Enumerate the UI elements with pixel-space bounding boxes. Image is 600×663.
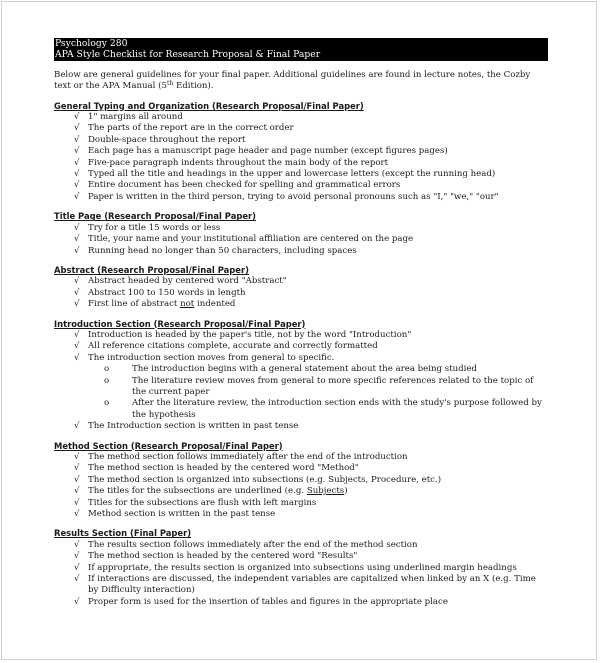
bullet-icon: o [104, 398, 110, 409]
checklist-item: √ The introduction section moves from general to specific. [74, 352, 335, 363]
check-icon: √ [74, 299, 80, 310]
check-icon: √ [74, 562, 80, 573]
checklist-item: √ Titles for the subsections are flush with left margins [74, 497, 317, 508]
section-title-page [54, 211, 548, 257]
check-icon: √ [74, 329, 80, 340]
document-title: APA Style Checklist for Research Proposal & Final Paper [55, 49, 321, 61]
section-abstract [54, 265, 548, 311]
check-icon: √ [74, 509, 80, 520]
section-title-abstract: Abstract (Research Proposal/Final Paper) [54, 264, 249, 275]
checklist-item: √ Introduction is headed by the paper's title, not by the word "Introduction" [74, 329, 412, 340]
checklist-item: √ The method section is headed by the centered word "Results" [74, 551, 358, 562]
check-icon: √ [74, 452, 80, 462]
section-title-introduction: Introduction Section (Research Proposal/Final Paper) [54, 318, 306, 329]
check-icon: √ [74, 191, 80, 202]
check-icon: √ [74, 352, 80, 363]
check-icon: √ [74, 276, 80, 287]
check-icon: √ [74, 169, 80, 180]
checklist-item: √ Abstract headed by centered word "Abstract" [74, 276, 287, 287]
section-introduction [54, 319, 548, 433]
checklist-item: √ Method section is written in the past tense [74, 509, 276, 520]
checklist-item: √ The parts of the report are in the correct order [74, 123, 294, 134]
section-results [54, 528, 548, 608]
course-title: Psychology 280 [55, 38, 128, 49]
check-icon: √ [74, 180, 80, 191]
section-method [54, 441, 548, 521]
checklist-item: √ If interactions are discussed, the independent variables are capitalized when linked by an X (e.g. Time by Difficulty interaction) [74, 574, 536, 596]
checklist-item: √ Five-pace paragraph indents throughout the main body of the report [74, 157, 389, 168]
section-title-general: General Typing and Organization (Research Proposal/Final Paper) [54, 100, 364, 111]
checklist-item: √ The method section follows immediately after the end of the introduction [74, 452, 408, 462]
intro-text: Below are general guidelines for your final paper. Additional guidelines are found in lecture notes, the Cozby text or the APA Manual (5 [54, 69, 531, 92]
bullet-icon: o [104, 375, 110, 386]
checklist-item: √ Double-space throughout the report [74, 134, 246, 145]
checklist-item: √ Running head no longer than 50 characters, including spaces [74, 245, 357, 256]
check-icon: √ [74, 596, 80, 607]
checklist-item: √ Each page has a manuscript page header and page number (except figures pages) [74, 146, 448, 157]
checklist-item: √ If appropriate, the results section is organized into subsections using underlined margin headings [74, 562, 517, 573]
intro-sup: th [166, 80, 174, 88]
checklist-item: √ The Introduction section is written in past tense [74, 421, 299, 432]
check-icon: √ [74, 112, 80, 123]
check-icon: √ [74, 234, 80, 245]
check-icon: √ [74, 245, 80, 256]
check-icon: √ [74, 134, 80, 145]
check-icon: √ [74, 474, 80, 485]
check-icon: √ [74, 222, 80, 233]
check-icon: √ [74, 146, 80, 157]
checklist-item: √ Entire document has been checked for spelling and grammatical errors [74, 180, 401, 191]
check-icon: √ [74, 123, 80, 134]
checklist-item: √ The results section follows immediately after the end of the method section [74, 539, 418, 550]
check-icon: √ [74, 539, 80, 550]
sub-item: o The literature review moves from general to more specific references related to the topic of the current paper [104, 375, 534, 397]
document-body [54, 38, 548, 608]
header-bar [54, 38, 548, 61]
check-icon: √ [74, 341, 80, 352]
section-title-method: Method Section (Research Proposal/Final Paper) [54, 440, 283, 451]
checklist-item: √ 1" margins all around [74, 112, 183, 123]
checklist-item: √ Try for a title 15 words or less [74, 222, 221, 233]
sub-item: o After the literature review, the introduction section ends with the study's purpose followed by the hypothesis [104, 398, 542, 420]
checklist-item: √ Paper is written in the third person, trying to avoid personal pronouns such as "I," "we," "our" [74, 191, 499, 202]
sub-item: o The introduction begins with a general statement about the area being studied [104, 364, 478, 375]
checklist-item: √ Typed all the title and headings in the upper and lowercase letters (except the running head) [74, 169, 496, 180]
section-general [54, 101, 548, 204]
check-icon: √ [74, 463, 80, 474]
checklist-item: √ The method section is organized into subsections (e.g. Subjects, Procedure, etc.) [74, 474, 442, 485]
check-icon: √ [74, 287, 80, 298]
checklist-item: √ First line of abstract not indented [74, 299, 236, 310]
check-icon: √ [74, 157, 80, 168]
checklist-item: √ Abstract 100 to 150 words in length [74, 287, 246, 298]
checklist-item: √ Title, your name and your institutional affiliation are centered on the page [74, 234, 414, 245]
check-icon: √ [74, 497, 80, 508]
intro-end: Edition). [173, 81, 214, 92]
section-title-results: Results Section (Final Paper) [54, 528, 192, 539]
intro-paragraph [54, 70, 548, 93]
check-icon: √ [74, 551, 80, 562]
check-icon: √ [74, 421, 80, 432]
check-icon: √ [74, 486, 80, 497]
checklist-item: √ The method section is headed by the centered word "Method" [74, 463, 359, 474]
bullet-icon: o [104, 364, 110, 375]
check-icon: √ [74, 574, 80, 585]
checklist-item: √ All reference citations complete, accurate and correctly formatted [74, 341, 378, 352]
checklist-item: √ Proper form is used for the insertion of tables and figures in the appropriate place [74, 596, 448, 607]
checklist-item: √ The titles for the subsections are underlined (e.g. Subjects) [74, 486, 348, 497]
section-title-title-page: Title Page (Research Proposal/Final Paper) [54, 211, 256, 222]
